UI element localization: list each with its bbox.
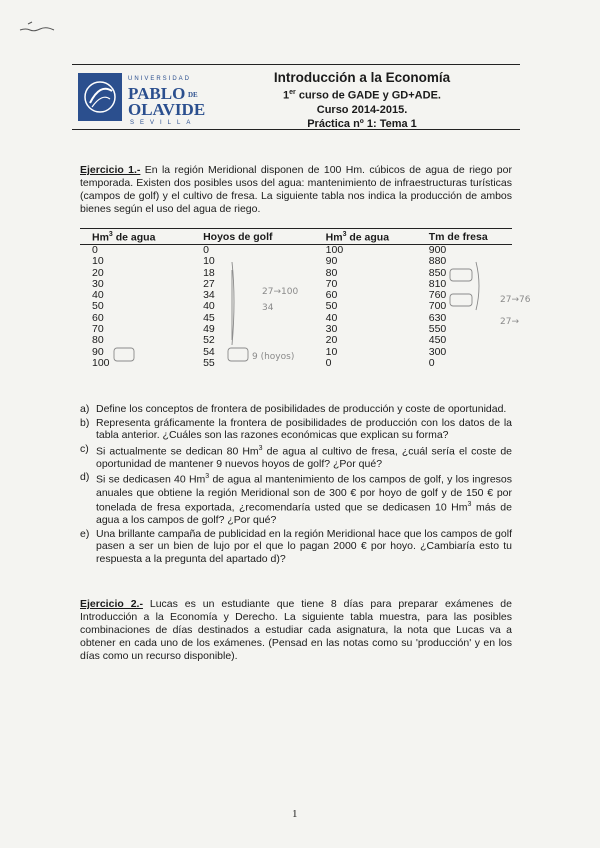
water-fresa-cell: 20	[325, 334, 338, 347]
handwritten-note-3: 9 (hoyos)	[252, 352, 295, 362]
table-row	[80, 358, 512, 369]
course-post: curso de GADE y GD+ADE.	[295, 89, 441, 102]
header-de-agua: de agua	[112, 231, 156, 244]
question-label: b)	[80, 416, 90, 429]
practice-title: Práctica nº 1: Tema 1	[307, 117, 417, 130]
question-label: a)	[80, 403, 90, 415]
table-row	[80, 256, 512, 267]
question-text-part: Una brillante campaña de publicidad en la región Meridional hace que los campos de golf pasen a ser un bien de lujo por el que lo pagan 2000 € por hoyo. ¿Cambiaría esto tu respuesta a la pregunta del apartado d)?	[96, 527, 512, 566]
header-sup: 3	[342, 230, 347, 238]
strawberry-tons-cell: 760	[428, 289, 447, 302]
question-item	[80, 417, 512, 442]
water-fresa-cell: 0	[325, 356, 332, 369]
table-row	[80, 301, 512, 312]
question-text	[96, 403, 512, 416]
golf-holes-cell: 52	[203, 334, 215, 347]
question-text	[96, 417, 512, 442]
golf-holes-cell: 0	[203, 244, 209, 256]
header-text-block	[212, 69, 512, 131]
water-golf-cell: 90	[92, 345, 104, 358]
water-fresa-cell: 40	[325, 311, 338, 324]
header-strawberry-tons: Tm de fresa	[409, 229, 512, 245]
question-text	[96, 528, 512, 566]
handwritten-note-2: 34	[262, 303, 274, 313]
logo-de-text: DE	[188, 91, 198, 99]
water-golf-cell: 50	[92, 300, 104, 313]
water-golf-cell: 20	[92, 266, 104, 279]
header-hm: Hm	[92, 231, 109, 244]
header-water-golf	[80, 229, 175, 245]
exercise-2-intro	[80, 598, 512, 663]
question-text-part: Si se dedicasen 40 Hm	[96, 473, 206, 486]
strawberry-tons-cell: 300	[428, 345, 447, 358]
question-text	[96, 471, 512, 526]
superscript: 3	[205, 473, 210, 481]
table-row	[80, 335, 512, 346]
strawberry-tons-cell: 0	[428, 356, 435, 369]
golf-holes-cell: 34	[203, 289, 215, 302]
question-item	[80, 403, 512, 416]
water-golf-cell: 80	[92, 334, 104, 347]
document-header	[72, 64, 520, 130]
question-text-part: Si actualmente se dedican 80 Hm	[96, 445, 259, 458]
water-fresa-cell: 30	[325, 323, 338, 336]
course-pre: 1	[283, 89, 290, 102]
table-row	[80, 245, 512, 257]
water-fresa-cell: 80	[325, 266, 338, 279]
golf-holes-cell: 40	[203, 300, 215, 313]
header-hm: Hm	[325, 231, 343, 244]
academic-year: Curso 2014-2015.	[316, 103, 408, 116]
course-line	[212, 86, 512, 103]
water-golf-cell: 70	[92, 323, 104, 336]
question-text	[96, 443, 512, 471]
water-fresa-cell: 70	[325, 277, 338, 290]
strawberry-tons-cell: 550	[428, 323, 447, 336]
water-golf-cell: 100	[92, 356, 110, 369]
handwritten-mark	[18, 18, 58, 34]
questions-list	[80, 403, 512, 567]
logo-main-text-1: PABLO	[128, 84, 186, 103]
handwritten-note-1: 27→100	[262, 287, 299, 297]
university-logo	[78, 69, 228, 125]
water-golf-cell: 60	[92, 311, 104, 324]
header-golf-holes: Hoyos de golf	[175, 229, 296, 245]
question-item	[80, 471, 512, 526]
golf-holes-cell: 49	[203, 323, 215, 336]
strawberry-tons-cell: 880	[428, 255, 447, 268]
header-water-fresa	[296, 229, 409, 245]
logo-bottom-text: SEVILLA	[130, 120, 197, 125]
water-golf-cell: 0	[92, 244, 98, 256]
header-sup: 3	[108, 230, 113, 238]
water-golf-cell: 30	[92, 277, 104, 290]
superscript: 3	[258, 444, 263, 452]
golf-holes-cell: 18	[203, 266, 215, 279]
table-header-row	[80, 229, 512, 245]
exercise-1-intro	[80, 164, 512, 216]
handwritten-note-4: 27→76	[500, 295, 531, 305]
superscript: 3	[467, 501, 472, 509]
logo-main-text-2: OLAVIDE	[128, 100, 206, 119]
water-fresa-cell: 90	[325, 255, 338, 268]
question-text-part: más de agua a los campos de golf? ¿Por qué?	[96, 501, 512, 527]
question-label: c)	[80, 442, 89, 455]
water-golf-cell: 40	[92, 289, 104, 302]
page-title: Introducción a la Economía	[273, 70, 451, 85]
university-logo-mark	[78, 69, 228, 125]
exercise-1-text: En la región Meridional disponen de 100 Hm. cúbicos de agua de riego por temporada. Existen dos posibles usos del agua: mantenimiento de infraestructuras turísticas (campos de golf) y el cultivo de fresa. La siguiente tabla nos indica la producción de ambos bienes según el uso del agua de riego.	[80, 164, 512, 215]
table-row	[80, 290, 512, 301]
header-de-agua: de agua	[346, 231, 390, 244]
strawberry-tons-cell: 900	[428, 244, 447, 256]
strawberry-tons-cell: 850	[428, 266, 447, 279]
table-row	[80, 347, 512, 358]
exercise-2-title: Ejercicio 2.-	[80, 598, 143, 610]
table-row	[80, 279, 512, 290]
question-text-part: de agua al cultivo de fresa, ¿cuál sería el coste de oportunidad de mantener 9 nuevos hoyos de golf? ¿Por qué?	[96, 445, 512, 470]
strawberry-tons-cell: 630	[428, 311, 447, 324]
water-fresa-cell: 10	[325, 345, 338, 358]
logo-top-text: UNIVERSIDAD	[128, 76, 192, 82]
golf-holes-cell: 27	[203, 277, 215, 290]
question-label: d)	[80, 471, 90, 484]
strawberry-tons-cell: 450	[428, 334, 447, 347]
water-fresa-cell: 60	[325, 289, 338, 302]
question-item	[80, 443, 512, 471]
page-number: 1	[292, 808, 298, 820]
production-table	[80, 228, 512, 369]
strawberry-tons-cell: 810	[428, 277, 447, 290]
table-row	[80, 324, 512, 335]
water-golf-cell: 10	[92, 255, 104, 268]
question-text-part: Representa gráficamente la frontera de posibilidades de producción con los datos de la tabla anterior. ¿Cuáles son las razones económicas que explican su forma?	[96, 416, 512, 442]
exercise-2-text: Lucas es un estudiante que tiene 8 días para preparar exámenes de Introducción a la Economía y Derecho. La siguiente tabla muestra, para las posibles combinaciones de días destinados a estudiar cada asignatura, la nota que Lucas va a obtener en cada uno de los exámenes. (Pensad en las notas como su 'producción' y en los días como un recurso disponible).	[80, 598, 512, 662]
water-fresa-cell: 100	[325, 244, 344, 256]
table-row	[80, 313, 512, 324]
exercise-1-title: Ejercicio 1.-	[80, 164, 141, 176]
question-label: e)	[80, 527, 90, 540]
golf-holes-cell: 55	[203, 356, 215, 369]
course-sup: er	[289, 89, 296, 96]
golf-holes-cell: 10	[203, 255, 215, 268]
strawberry-tons-cell: 700	[428, 300, 447, 313]
question-text-part: Define los conceptos de frontera de posibilidades de producción y coste de oportunidad.	[96, 403, 507, 415]
golf-holes-cell: 45	[203, 311, 215, 324]
handwritten-note-5: 27→	[500, 317, 519, 327]
question-item	[80, 528, 512, 566]
golf-holes-cell: 54	[203, 345, 215, 358]
table-row	[80, 268, 512, 279]
question-text-part: de agua al mantenimiento de los campos de golf, y los ingresos anuales que obtiene la región Meridional son de 300 € por hoyo de golf y de 150 € por tonelada de fresa exportada, ¿recomendaría usted que se dedicasen 10 Hm	[96, 473, 512, 514]
water-fresa-cell: 50	[325, 300, 338, 313]
